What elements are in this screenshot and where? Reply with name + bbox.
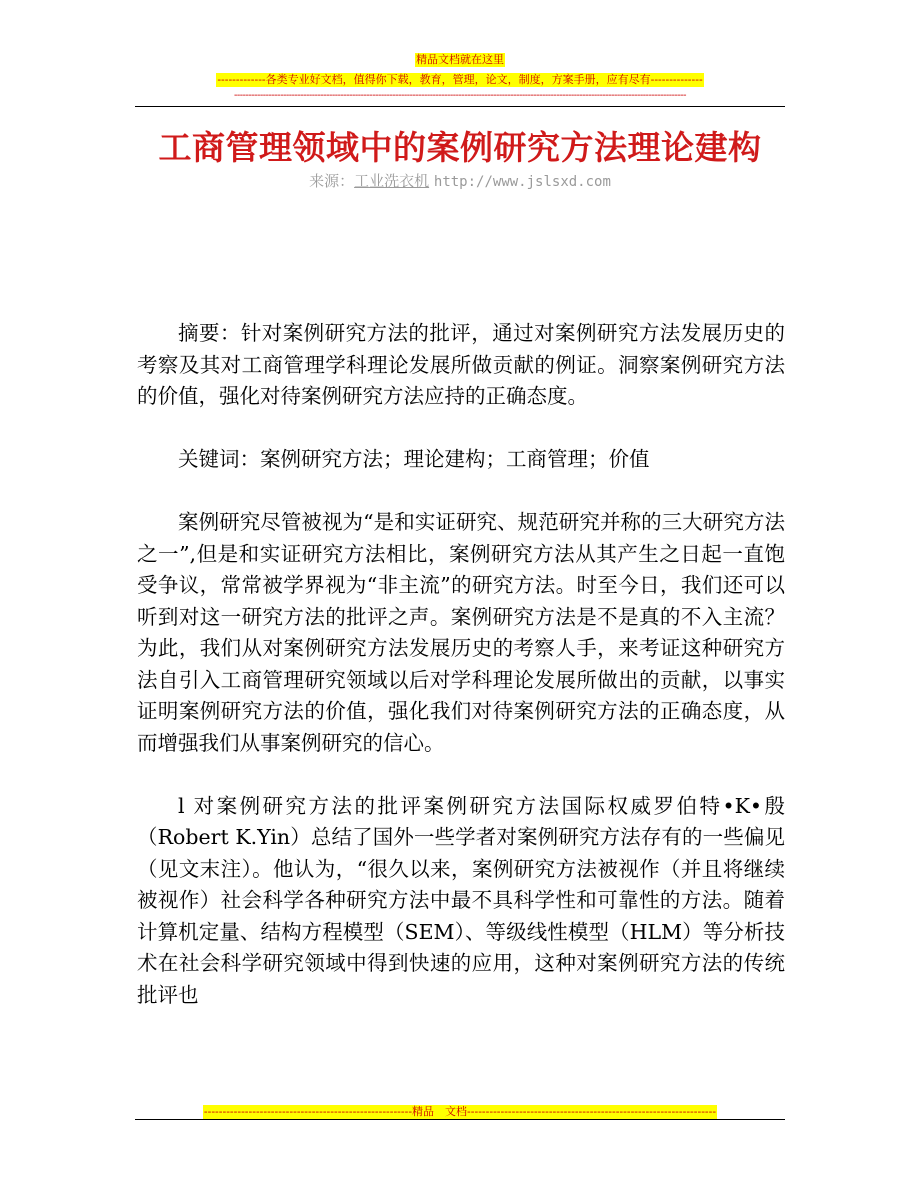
header-rule bbox=[135, 106, 785, 107]
source-label: 来源： bbox=[309, 172, 355, 190]
document-title: 工商管理领域中的案例研究方法理论建构 bbox=[158, 128, 762, 167]
document-source bbox=[0, 172, 920, 191]
keywords-paragraph: 关键词：案例研究方法；理论建构；工商管理；价值 bbox=[178, 447, 650, 471]
footer-banner: --------------------------------------------------------精品 文档------------------------------------------------------------------- bbox=[203, 1105, 717, 1118]
header-top-banner: 精品文档就在这里 bbox=[416, 53, 504, 66]
header-sub-banner: -------------各类专业好文档，值得你下载，教育，管理，论文，制度，方案手册，应有尽有-------------- bbox=[217, 73, 703, 86]
page-header bbox=[0, 48, 920, 102]
abstract-paragraph: 摘要：针对案例研究方法的批评，通过对案例研究方法发展历史的考察及其对工商管理学科理论发展所做贡献的例证。洞察案例研究方法的价值，强化对待案例研究方法应持的正确态度。 bbox=[137, 321, 785, 408]
page-footer bbox=[0, 1100, 920, 1119]
source-link[interactable]: 工业洗衣机 bbox=[354, 172, 430, 190]
document-body bbox=[137, 318, 785, 1043]
header-dash-line: ------------------------------------------------------------------------------------------------------------------------------------------------------------- bbox=[234, 90, 686, 101]
footer-rule bbox=[135, 1119, 785, 1120]
body-paragraph: l 对案例研究方法的批评案例研究方法国际权威罗伯特•K•殷（Robert K.Yin）总结了国外一些学者对案例研究方法存有的一些偏见（见文末注）。他认为，“很久以来，案例研究方法被视作（并且将继续被视作）社会科学各种研究方法中最不具科学性和可靠性的方法。随着计算机定量、结构方程模型（SEM）、等级线性模型（HLM）等分析技术在社会科学研究领域中得到快速的应用，这种对案例研究方法的传统批评也 bbox=[137, 793, 785, 1007]
body-paragraph: 案例研究尽管被视为“是和实证研究、规范研究并称的三大研究方法之一”,但是和实证研究方法相比，案例研究方法从其产生之日起一直饱受争议，常常被学界视为“非主流”的研究方法。时至今日，我们还可以听到对这一研究方法的批评之声。案例研究方法是不是真的不入主流？为此，我们从对案例研究方法发展历史的考察人手，来考证这种研究方法自引入工商管理研究领域以后对学科理论发展所做出的贡献，以事实证明案例研究方法的价值，强化我们对待案例研究方法的正确态度，从而增强我们从事案例研究的信心。 bbox=[137, 510, 785, 755]
source-url[interactable]: http://www.jslsxd.com bbox=[433, 174, 611, 190]
